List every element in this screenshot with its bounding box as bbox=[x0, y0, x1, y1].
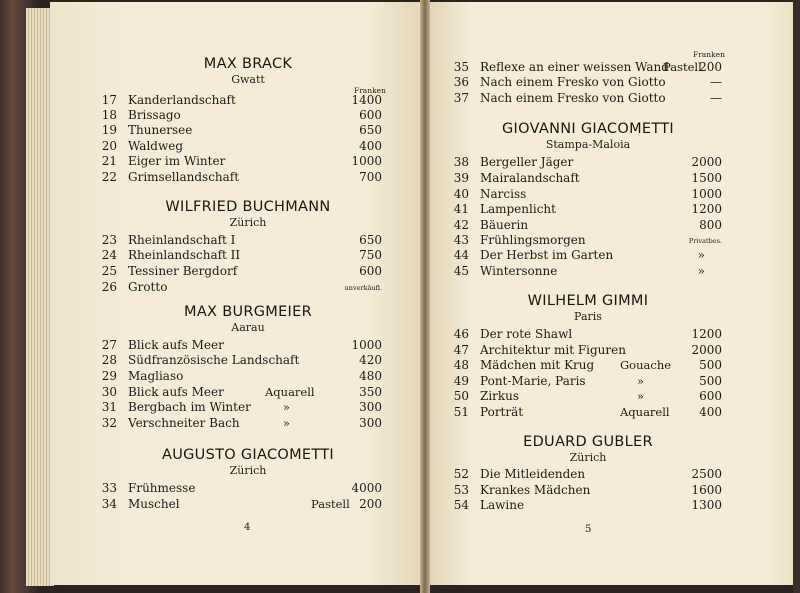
entry-number: 47 bbox=[453, 343, 469, 357]
entry-price: 1000 bbox=[351, 154, 382, 168]
entry-number: 29 bbox=[101, 369, 117, 383]
entry-title: Mairalandschaft bbox=[480, 171, 580, 185]
entry-number: 46 bbox=[453, 327, 469, 341]
catalog-entry bbox=[447, 233, 725, 248]
entry-price: — bbox=[710, 91, 722, 105]
entry-title: Zirkus bbox=[480, 389, 520, 403]
catalog-entry bbox=[95, 233, 385, 248]
entry-price: 2000 bbox=[691, 155, 722, 169]
artist-place: Zürich bbox=[229, 464, 267, 477]
catalog-entry bbox=[447, 389, 725, 404]
entry-number: 31 bbox=[101, 400, 117, 414]
entry-number: 49 bbox=[453, 374, 469, 388]
catalog-entry bbox=[447, 218, 725, 233]
entry-title: Eiger im Winter bbox=[128, 154, 226, 168]
entry-price: 2500 bbox=[691, 467, 722, 481]
artist-place: Zürich bbox=[569, 451, 607, 464]
catalog-entry bbox=[95, 416, 385, 431]
catalog-entry bbox=[447, 75, 725, 90]
entry-title: Grotto bbox=[128, 280, 168, 294]
entry-title: Reflexe an einer weissen Wand bbox=[480, 60, 669, 74]
entry-price: Privatbes. bbox=[688, 237, 722, 245]
entry-title: Pont-Marie, Paris bbox=[480, 374, 586, 388]
artist-place: Zürich bbox=[229, 216, 267, 229]
entry-title: Kanderlandschaft bbox=[128, 93, 236, 107]
entry-number: 20 bbox=[101, 139, 117, 153]
catalog-entry bbox=[447, 171, 725, 186]
entry-price: » bbox=[697, 264, 705, 278]
artist-place: Stampa-Maloia bbox=[545, 138, 631, 151]
entry-title: Nach einem Fresko von Giotto bbox=[480, 91, 666, 105]
entry-number: 44 bbox=[453, 248, 469, 262]
catalog-entry bbox=[447, 483, 725, 498]
page-number: 5 bbox=[585, 524, 592, 535]
entry-price: 1000 bbox=[691, 187, 722, 201]
artist-place: Gwatt bbox=[231, 73, 265, 86]
entry-price: 420 bbox=[359, 353, 382, 367]
entry-technique: » bbox=[283, 416, 291, 430]
catalog-entry bbox=[95, 123, 385, 138]
catalog-entry bbox=[95, 400, 385, 415]
entry-number: 39 bbox=[453, 171, 469, 185]
catalog-entry bbox=[447, 374, 725, 389]
artist-heading: GIOVANNI GIACOMETTI bbox=[502, 121, 674, 137]
entry-number: 52 bbox=[453, 467, 469, 481]
entry-number: 41 bbox=[453, 202, 469, 216]
artist-heading: MAX BRACK bbox=[203, 56, 293, 72]
entry-title: Der Herbst im Garten bbox=[480, 248, 614, 262]
catalog-entry bbox=[447, 60, 725, 75]
catalog-entry bbox=[447, 467, 725, 482]
artist-heading: AUGUSTO GIACOMETTI bbox=[162, 447, 334, 463]
entry-price: 800 bbox=[699, 218, 722, 232]
entry-number: 17 bbox=[101, 93, 117, 107]
artist-place: Aarau bbox=[231, 321, 265, 334]
entry-number: 28 bbox=[101, 353, 117, 367]
entry-price: 600 bbox=[359, 108, 382, 122]
entry-number: 54 bbox=[453, 498, 469, 512]
entry-title: Lawine bbox=[480, 498, 525, 512]
catalog-entry bbox=[95, 481, 385, 496]
currency-label: Franken bbox=[693, 50, 725, 59]
entry-number: 19 bbox=[101, 123, 117, 137]
entry-price: 750 bbox=[359, 248, 382, 262]
entry-technique: Gouache bbox=[620, 358, 672, 372]
entry-price: 200 bbox=[699, 60, 722, 74]
catalog-entry bbox=[95, 497, 385, 512]
entry-title: Thunersee bbox=[128, 123, 193, 137]
entry-number: 21 bbox=[101, 154, 117, 168]
catalog-entry bbox=[95, 385, 385, 400]
entry-title: Bergbach im Winter bbox=[128, 400, 251, 414]
entry-title: Waldweg bbox=[128, 139, 184, 153]
catalog-entry bbox=[447, 202, 725, 217]
artist-place: Paris bbox=[574, 310, 602, 323]
entry-price: 1600 bbox=[691, 483, 722, 497]
catalog-entry bbox=[447, 248, 725, 263]
entry-title: Blick aufs Meer bbox=[128, 385, 224, 399]
entry-title: Blick aufs Meer bbox=[128, 338, 224, 352]
entry-title: Tessiner Bergdorf bbox=[128, 264, 238, 278]
catalog-entry bbox=[95, 353, 385, 368]
catalog-entry bbox=[95, 248, 385, 263]
entry-technique: Aquarell bbox=[265, 385, 315, 399]
catalog-entry bbox=[95, 139, 385, 154]
entry-title: Brissago bbox=[128, 108, 181, 122]
catalog-entry bbox=[95, 369, 385, 384]
entry-number: 51 bbox=[453, 405, 469, 419]
catalog-entry bbox=[447, 343, 725, 358]
entry-number: 25 bbox=[101, 264, 117, 278]
catalog-entry bbox=[447, 327, 725, 342]
entry-technique: Pastell bbox=[311, 497, 350, 511]
entry-number: 33 bbox=[101, 481, 117, 495]
entry-price: 1300 bbox=[691, 498, 722, 512]
catalog-entry bbox=[447, 498, 725, 513]
entry-title: Der rote Shawl bbox=[480, 327, 573, 341]
entry-number: 48 bbox=[453, 358, 469, 372]
entry-number: 38 bbox=[453, 155, 469, 169]
entry-number: 18 bbox=[101, 108, 117, 122]
entry-number: 40 bbox=[453, 187, 469, 201]
book-gutter bbox=[420, 0, 430, 593]
entry-price: 2000 bbox=[691, 343, 722, 357]
entry-price: 4000 bbox=[351, 481, 382, 495]
artist-heading: WILFRIED BUCHMANN bbox=[165, 199, 331, 215]
entry-number: 53 bbox=[453, 483, 469, 497]
entry-price: 400 bbox=[699, 405, 722, 419]
catalog-entry bbox=[447, 405, 725, 420]
entry-title: Lampenlicht bbox=[480, 202, 556, 216]
entry-price: — bbox=[710, 75, 722, 89]
entry-title: Rheinlandschaft II bbox=[128, 248, 241, 262]
artist-heading: EDUARD GUBLER bbox=[523, 434, 653, 450]
entry-title: Verschneiter Bach bbox=[128, 416, 240, 430]
entry-number: 27 bbox=[101, 338, 117, 352]
entry-number: 50 bbox=[453, 389, 469, 403]
entry-title: Architektur mit Figuren bbox=[480, 343, 626, 357]
entry-price: 1200 bbox=[691, 327, 722, 341]
entry-number: 32 bbox=[101, 416, 117, 430]
entry-technique: » bbox=[637, 374, 645, 388]
artist-heading: MAX BURGMEIER bbox=[184, 304, 312, 320]
entry-number: 30 bbox=[101, 385, 117, 399]
entry-number: 34 bbox=[101, 497, 117, 511]
entry-price: 300 bbox=[359, 400, 382, 414]
entry-price: 600 bbox=[359, 264, 382, 278]
entry-title: Nach einem Fresko von Giotto bbox=[480, 75, 666, 89]
entry-price: 1200 bbox=[691, 202, 722, 216]
book-cover-right bbox=[793, 0, 800, 593]
entry-price: 500 bbox=[699, 374, 722, 388]
catalog-entry bbox=[95, 154, 385, 169]
entry-number: 24 bbox=[101, 248, 117, 262]
entry-title: Narciss bbox=[480, 187, 527, 201]
catalog-entry bbox=[95, 280, 385, 295]
entry-price: unverkäufl. bbox=[344, 284, 382, 292]
entry-title: Die Mitleidenden bbox=[480, 467, 586, 481]
entry-title: Bäuerin bbox=[480, 218, 529, 232]
entry-number: 43 bbox=[453, 233, 469, 247]
entry-number: 35 bbox=[453, 60, 469, 74]
entry-title: Bergeller Jäger bbox=[480, 155, 574, 169]
entry-title: Frühlingsmorgen bbox=[480, 233, 586, 247]
entry-number: 36 bbox=[453, 75, 469, 89]
entry-title: Muschel bbox=[128, 497, 180, 511]
entry-number: 22 bbox=[101, 170, 117, 184]
entry-price: 300 bbox=[359, 416, 382, 430]
entry-price: 650 bbox=[359, 233, 382, 247]
page-number: 4 bbox=[244, 522, 251, 533]
entry-title: Südfranzösische Landschaft bbox=[128, 353, 300, 367]
catalog-entry bbox=[95, 93, 385, 108]
entry-number: 37 bbox=[453, 91, 469, 105]
catalog-entry bbox=[447, 187, 725, 202]
entry-price: 480 bbox=[359, 369, 382, 383]
entry-price: 700 bbox=[359, 170, 382, 184]
entry-title: Grimsellandschaft bbox=[128, 170, 240, 184]
catalog-entry bbox=[447, 91, 725, 106]
entry-title: Krankes Mädchen bbox=[480, 483, 591, 497]
entry-price: 400 bbox=[359, 139, 382, 153]
catalog-entry bbox=[95, 264, 385, 279]
entry-price: 600 bbox=[699, 389, 722, 403]
entry-technique: » bbox=[283, 400, 291, 414]
catalog-entry bbox=[447, 358, 725, 373]
entry-technique: Pastell bbox=[663, 60, 702, 74]
catalog-entry bbox=[95, 108, 385, 123]
entry-title: Rheinlandschaft I bbox=[128, 233, 236, 247]
entry-price: 1500 bbox=[691, 171, 722, 185]
entry-price: 650 bbox=[359, 123, 382, 137]
entry-title: Porträt bbox=[480, 405, 524, 419]
catalog-entry bbox=[447, 155, 725, 170]
entry-price: » bbox=[697, 248, 705, 262]
catalog-entry bbox=[447, 264, 725, 279]
entry-price: 200 bbox=[359, 497, 382, 511]
entry-number: 26 bbox=[101, 280, 117, 294]
entry-title: Frühmesse bbox=[128, 481, 196, 495]
entry-price: 500 bbox=[699, 358, 722, 372]
entry-technique: » bbox=[637, 389, 645, 403]
entry-price: 350 bbox=[359, 385, 382, 399]
entry-title: Magliaso bbox=[128, 369, 184, 383]
entry-price: 1400 bbox=[351, 93, 382, 107]
entry-title: Mädchen mit Krug bbox=[480, 358, 595, 372]
entry-technique: Aquarell bbox=[620, 405, 670, 419]
entry-number: 42 bbox=[453, 218, 469, 232]
entry-number: 45 bbox=[453, 264, 469, 278]
artist-heading: WILHELM GIMMI bbox=[527, 293, 649, 309]
entry-title: Wintersonne bbox=[480, 264, 558, 278]
catalog-entry bbox=[95, 170, 385, 185]
catalog-entry bbox=[95, 338, 385, 353]
currency-label: Franken bbox=[354, 86, 386, 95]
entry-number: 23 bbox=[101, 233, 117, 247]
entry-price: 1000 bbox=[351, 338, 382, 352]
